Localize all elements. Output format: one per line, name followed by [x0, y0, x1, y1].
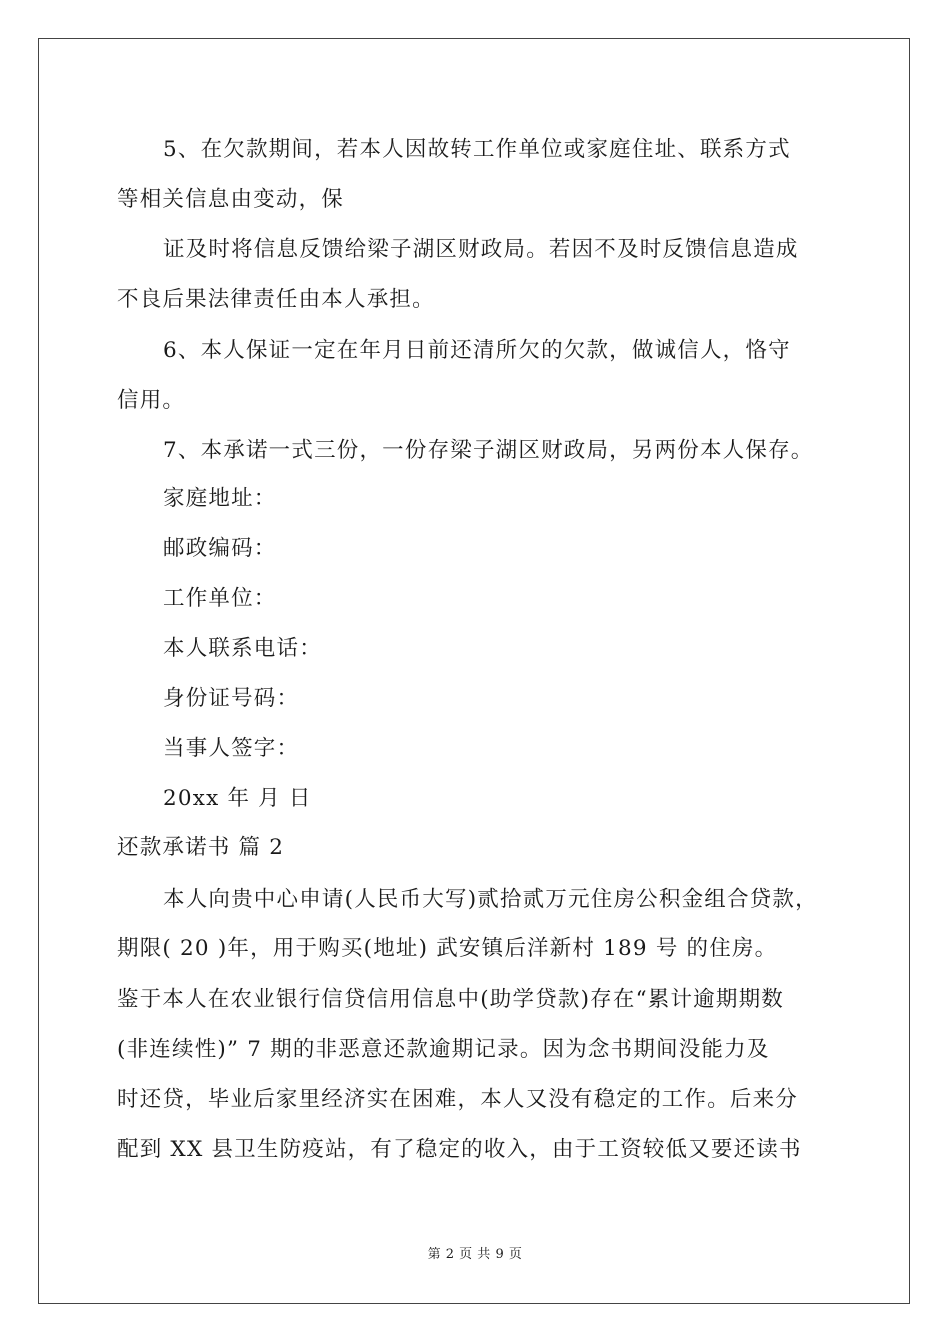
text-line: 时还贷，毕业后家里经济实在困难，本人又没有稳定的工作。后来分 — [117, 1087, 799, 1112]
field-label-work-unit: 工作单位： — [163, 586, 277, 611]
text-line: 配到 XX 县卫生防疫站，有了稳定的收入，由于工资较低又要还读书 — [117, 1137, 802, 1162]
section-heading: 还款承诺书 篇 2 — [117, 835, 285, 860]
text-line: 本人向贵中心申请(人民币大写)贰拾贰万元住房公积金组合贷款， — [163, 887, 818, 912]
text-line: 鉴于本人在农业银行信贷信用信息中(助学贷款)存在“累计逾期期数 — [117, 987, 784, 1012]
text-line: 不良后果法律责任由本人承担。 — [117, 287, 435, 312]
date-line: 20xx 年 月 日 — [163, 786, 312, 811]
field-label-id-number: 身份证号码： — [163, 686, 300, 711]
field-label-home-address: 家庭地址： — [163, 486, 277, 511]
field-label-signature: 当事人签字： — [163, 736, 300, 761]
text-line: 6、本人保证一定在年月日前还清所欠的欠款，做诚信人，恪守 — [163, 338, 791, 363]
text-line: 期限( 20 )年，用于购买(地址) 武安镇后洋新村 189 号 的住房。 — [117, 936, 778, 961]
text-line: 7、本承诺一式三份，一份存梁子湖区财政局，另两份本人保存。 — [163, 438, 814, 463]
field-label-phone: 本人联系电话： — [163, 636, 322, 661]
page-number: 第 2 页 共 9 页 — [427, 1247, 523, 1262]
text-line: 信用。 — [117, 388, 186, 413]
text-line: 5、在欠款期间，若本人因故转工作单位或家庭住址、联系方式 — [163, 137, 791, 162]
field-label-postal-code: 邮政编码： — [163, 536, 277, 561]
text-line: (非连续性)” 7 期的非恶意还款逾期记录。因为念书期间没能力及 — [117, 1037, 770, 1062]
text-line: 等相关信息由变动，保 — [117, 187, 345, 212]
text-line: 证及时将信息反馈给梁子湖区财政局。若因不及时反馈信息造成 — [163, 237, 799, 262]
